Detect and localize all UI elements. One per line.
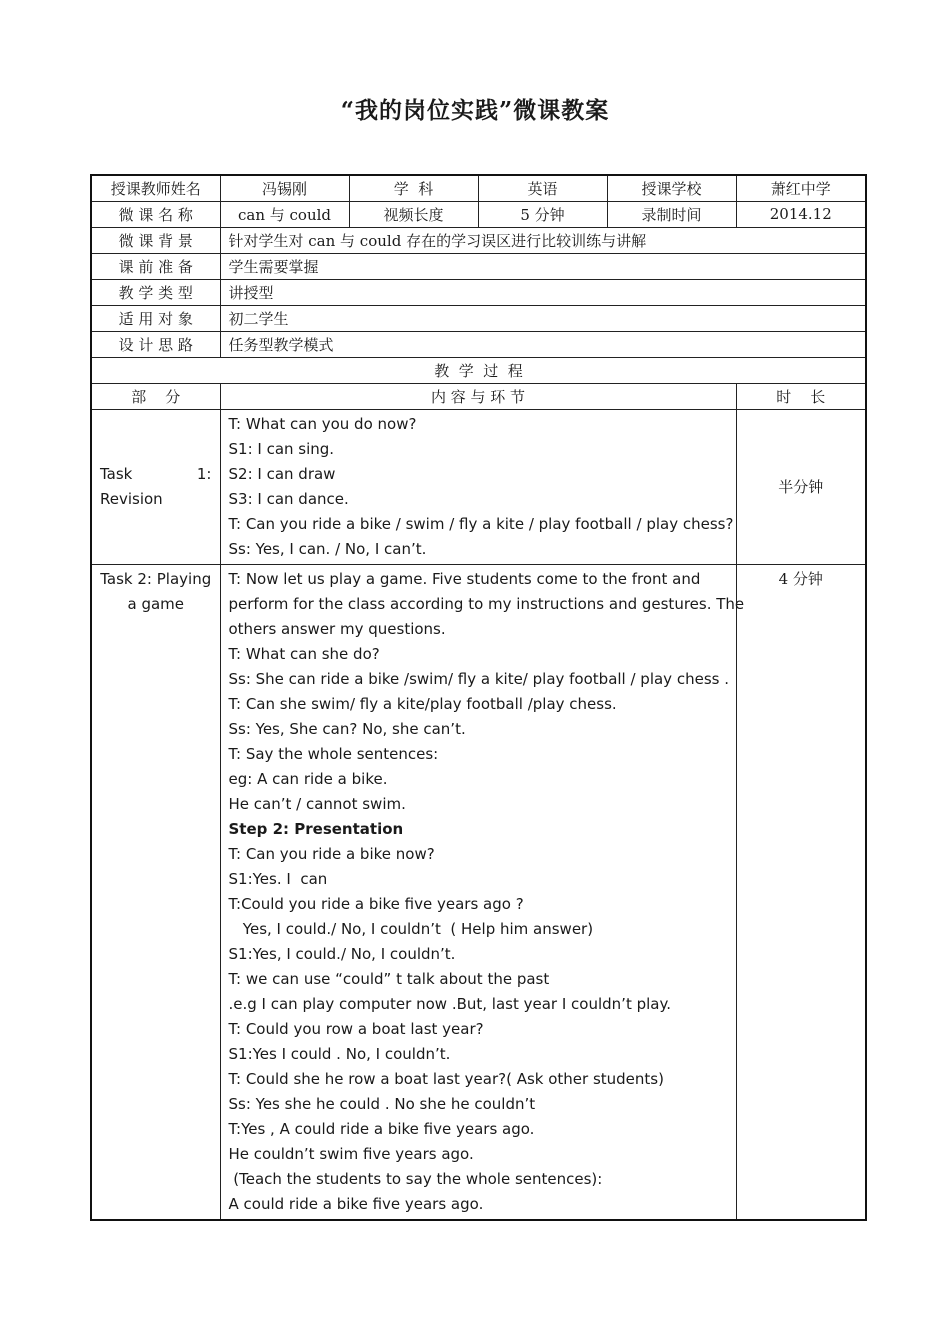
design-label: 设 计 思 路 — [91, 331, 220, 357]
info-row-teacher — [91, 175, 866, 201]
detail-row-preparation — [91, 253, 866, 279]
design-value: 任务型教学模式 — [220, 331, 866, 357]
task2-row — [91, 564, 866, 1220]
task1-line: S3: I can dance. — [228, 489, 349, 508]
task2-line: S1:Yes, I could./ No, I couldn’t. — [228, 944, 456, 963]
teacher-value: 冯锡刚 — [220, 175, 349, 201]
task2-line: S1:Yes. I can — [228, 869, 328, 888]
record-value: 2014.12 — [736, 201, 866, 227]
task2-part-line2: a game — [127, 594, 184, 613]
task2-line: Yes, I could./ No, I couldn’t ( Help him answer) — [228, 919, 594, 938]
type-label: 教 学 类 型 — [91, 279, 220, 305]
step2-heading: Step 2: Presentation — [228, 819, 404, 838]
task2-content — [220, 564, 745, 1220]
task2-line: T: Say the whole sentences: — [228, 744, 439, 763]
detail-row-background — [91, 227, 866, 253]
background-label: 微 课 背 景 — [91, 227, 220, 253]
task2-line: eg: A can ride a bike. — [228, 769, 388, 788]
task2-line: S1:Yes I could . No, I couldn’t. — [228, 1044, 451, 1063]
task2-line: others answer my questions. — [228, 619, 446, 638]
task2-line: (Teach the students to say the whole sentences): — [228, 1169, 603, 1188]
subject-value: 英语 — [478, 175, 607, 201]
teacher-label: 授课教师姓名 — [91, 175, 220, 201]
task2-part-line1: Task 2: Playing — [100, 569, 212, 588]
length-value: 5 分钟 — [478, 201, 607, 227]
course-label: 微 课 名 称 — [91, 201, 220, 227]
task2-line: T: Can you ride a bike now? — [228, 844, 435, 863]
task2-line: Ss: Yes she he could . No she he couldn’t — [228, 1094, 536, 1113]
task2-line: T: Could she he row a boat last year?( Ask other students) — [228, 1069, 664, 1088]
task1-part-word2: 1: — [196, 464, 212, 483]
detail-row-type — [91, 279, 866, 305]
task2-line: He couldn’t swim five years ago. — [228, 1144, 474, 1163]
col-content-header: 内 容 与 环 节 — [220, 383, 736, 409]
background-value: 针对学生对 can 与 could 存在的学习误区进行比较训练与讲解 — [220, 227, 866, 253]
preparation-value: 学生需要掌握 — [220, 253, 866, 279]
task2-part — [91, 564, 220, 1220]
detail-row-audience — [91, 305, 866, 331]
info-row-course — [91, 201, 866, 227]
task1-line: S2: I can draw — [228, 464, 336, 483]
school-value: 萧红中学 — [736, 175, 866, 201]
subject-label: 学 科 — [349, 175, 478, 201]
task2-line: Ss: Yes, She can? No, she can’t. — [228, 719, 466, 738]
col-duration-header: 时 长 — [736, 383, 866, 409]
task1-content — [220, 409, 736, 564]
task2-line: He can’t / cannot swim. — [228, 794, 406, 813]
task2-line: T: What can she do? — [228, 644, 380, 663]
task2-line: T: we can use “could” t talk about the past — [228, 969, 550, 988]
task2-line: A could ride a bike five years ago. — [228, 1194, 484, 1213]
school-label: 授课学校 — [607, 175, 736, 201]
process-heading: 教 学 过 程 — [91, 357, 866, 383]
type-value: 讲授型 — [220, 279, 866, 305]
audience-value: 初二学生 — [220, 305, 866, 331]
task2-line: .e.g I can play computer now .But, last year I couldn’t play. — [228, 994, 671, 1013]
task2-line: T: Now let us play a game. Five students come to the front and — [228, 569, 701, 588]
detail-row-design — [91, 331, 866, 357]
task1-line: T: What can you do now? — [228, 414, 417, 433]
task1-part-word1: Task — [100, 464, 133, 483]
audience-label: 适 用 对 象 — [91, 305, 220, 331]
length-label: 视频长度 — [349, 201, 478, 227]
lesson-plan-table — [90, 174, 867, 1221]
task2-line: T: Can she swim/ fly a kite/play football /play chess. — [228, 694, 617, 713]
task1-duration: 半分钟 — [736, 409, 866, 564]
page-title: “我的岗位实践”微课教案 — [340, 97, 610, 124]
task2-line: T:Could you ride a bike five years ago ? — [228, 894, 524, 913]
task1-part-line2: Revision — [100, 489, 163, 508]
task1-row — [91, 409, 866, 564]
course-value: can 与 could — [220, 201, 349, 227]
process-heading-row — [91, 357, 866, 383]
task1-part — [91, 409, 220, 564]
task1-line: Ss: Yes, I can. / No, I can’t. — [228, 539, 427, 558]
task1-line: S1: I can sing. — [228, 439, 335, 458]
task1-line: T: Can you ride a bike / swim / fly a kite / play football / play chess? — [228, 514, 734, 533]
task2-line: T: Could you row a boat last year? — [228, 1019, 484, 1038]
task2-duration: 4 分钟 — [736, 564, 866, 1220]
record-label: 录制时间 — [607, 201, 736, 227]
task2-line: perform for the class according to my instructions and gestures. The — [228, 594, 745, 613]
preparation-label: 课 前 准 备 — [91, 253, 220, 279]
process-columns-row — [91, 383, 866, 409]
task2-line: Ss: She can ride a bike /swim/ fly a kite/ play football / play chess . — [228, 669, 729, 688]
col-part-header: 部 分 — [91, 383, 220, 409]
task2-line: T:Yes , A could ride a bike five years ago. — [228, 1119, 535, 1138]
